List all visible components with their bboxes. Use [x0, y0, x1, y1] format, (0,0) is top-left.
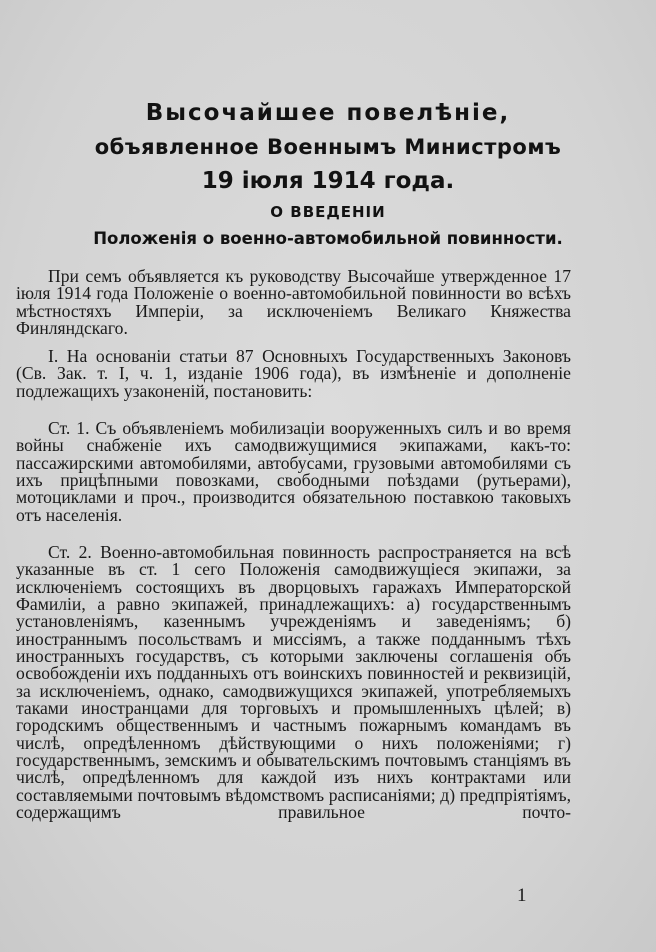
decree-subject: Положенія о военно-автомобильной повинности.: [93, 229, 563, 248]
decree-date: 19 іюля 1914 года.: [201, 168, 455, 194]
intro-paragraph: [16, 268, 571, 337]
article-two-text: Ст. 2. Военно-автомобильная повинность распространяется на всѣ указанные въ ст. 1 сего Положенія самодвижущіеся экипажи, за исключеніемъ состоящихъ въ дворцовыхъ гаражахъ Императорской Фамиліи, а равно экипажей, принадлежащихъ: а) государственнымъ установленіямъ, казеннымъ учрежденіямъ и заведеніямъ; б) иностраннымъ посольствамъ и миссіямъ, а также подданнымъ тѣхъ иностранныхъ государствъ, съ которыми заключены соглашенія объ освобожденіи ихъ подданныхъ отъ воинскихъ повинностей и реквизицій, за исключеніемъ, однако, самодвижущихся экипажей, употребляемыхъ таками иностранцами для торговыхъ и промышленныхъ цѣлей; в) городскимъ общественнымъ и частнымъ пожарнымъ командамъ въ числѣ, опредѣленномъ дѣйствующими о нихъ положеніями; г) государственнымъ, земскимъ и обывательскимъ почтовымъ станціямъ въ числѣ, опредѣленномъ для каждой изъ нихъ контрактами или составляемыми почтовымъ вѣдомствомъ расписаніями; д) предпріятіямъ, содержащимъ правильное почто-: [16, 542, 571, 823]
intro-text: При семъ объявляется къ руководству Высочайше утвержденное 17 іюля 1914 года Положеніе о военно-автомобильной повинности во всѣхъ мѣстностяхъ Имперіи, за исключеніемъ Великаго Княжества Финляндскаго.: [16, 266, 571, 339]
article-two-paragraph: [16, 544, 571, 822]
section-one-text: I. На основаніи статьи 87 Основныхъ Государственныхъ Законовъ (Св. Зак. т. I, ч. 1, изданіе 1906 года), въ измѣненіе и дополненіе подлежащихъ узаконеній, постановить:: [16, 346, 571, 401]
decree-announcer: объявленное Военнымъ Министромъ: [94, 135, 562, 159]
article-one-paragraph: [16, 420, 571, 524]
decree-title: Высочайшее повелѣніе,: [145, 100, 511, 126]
article-one-text: Ст. 1. Съ объявленіемъ мобилизаціи вооруженныхъ силъ и во время войны снабженіе ихъ самодвижущимися экипажами, какъ-то: пассажирскими автомобилями, автобусами, грузовыми автомобилями съ ихъ прицѣпными повозками, свободными поѣздами (рутьерами), мотоциклами и проч., производится обязательною поставкою таковыхъ отъ населенія.: [16, 418, 571, 525]
page-number: 1: [517, 885, 527, 906]
decree-subject-label: О ВВЕДЕНІИ: [270, 203, 386, 221]
section-one-paragraph: [16, 348, 571, 400]
